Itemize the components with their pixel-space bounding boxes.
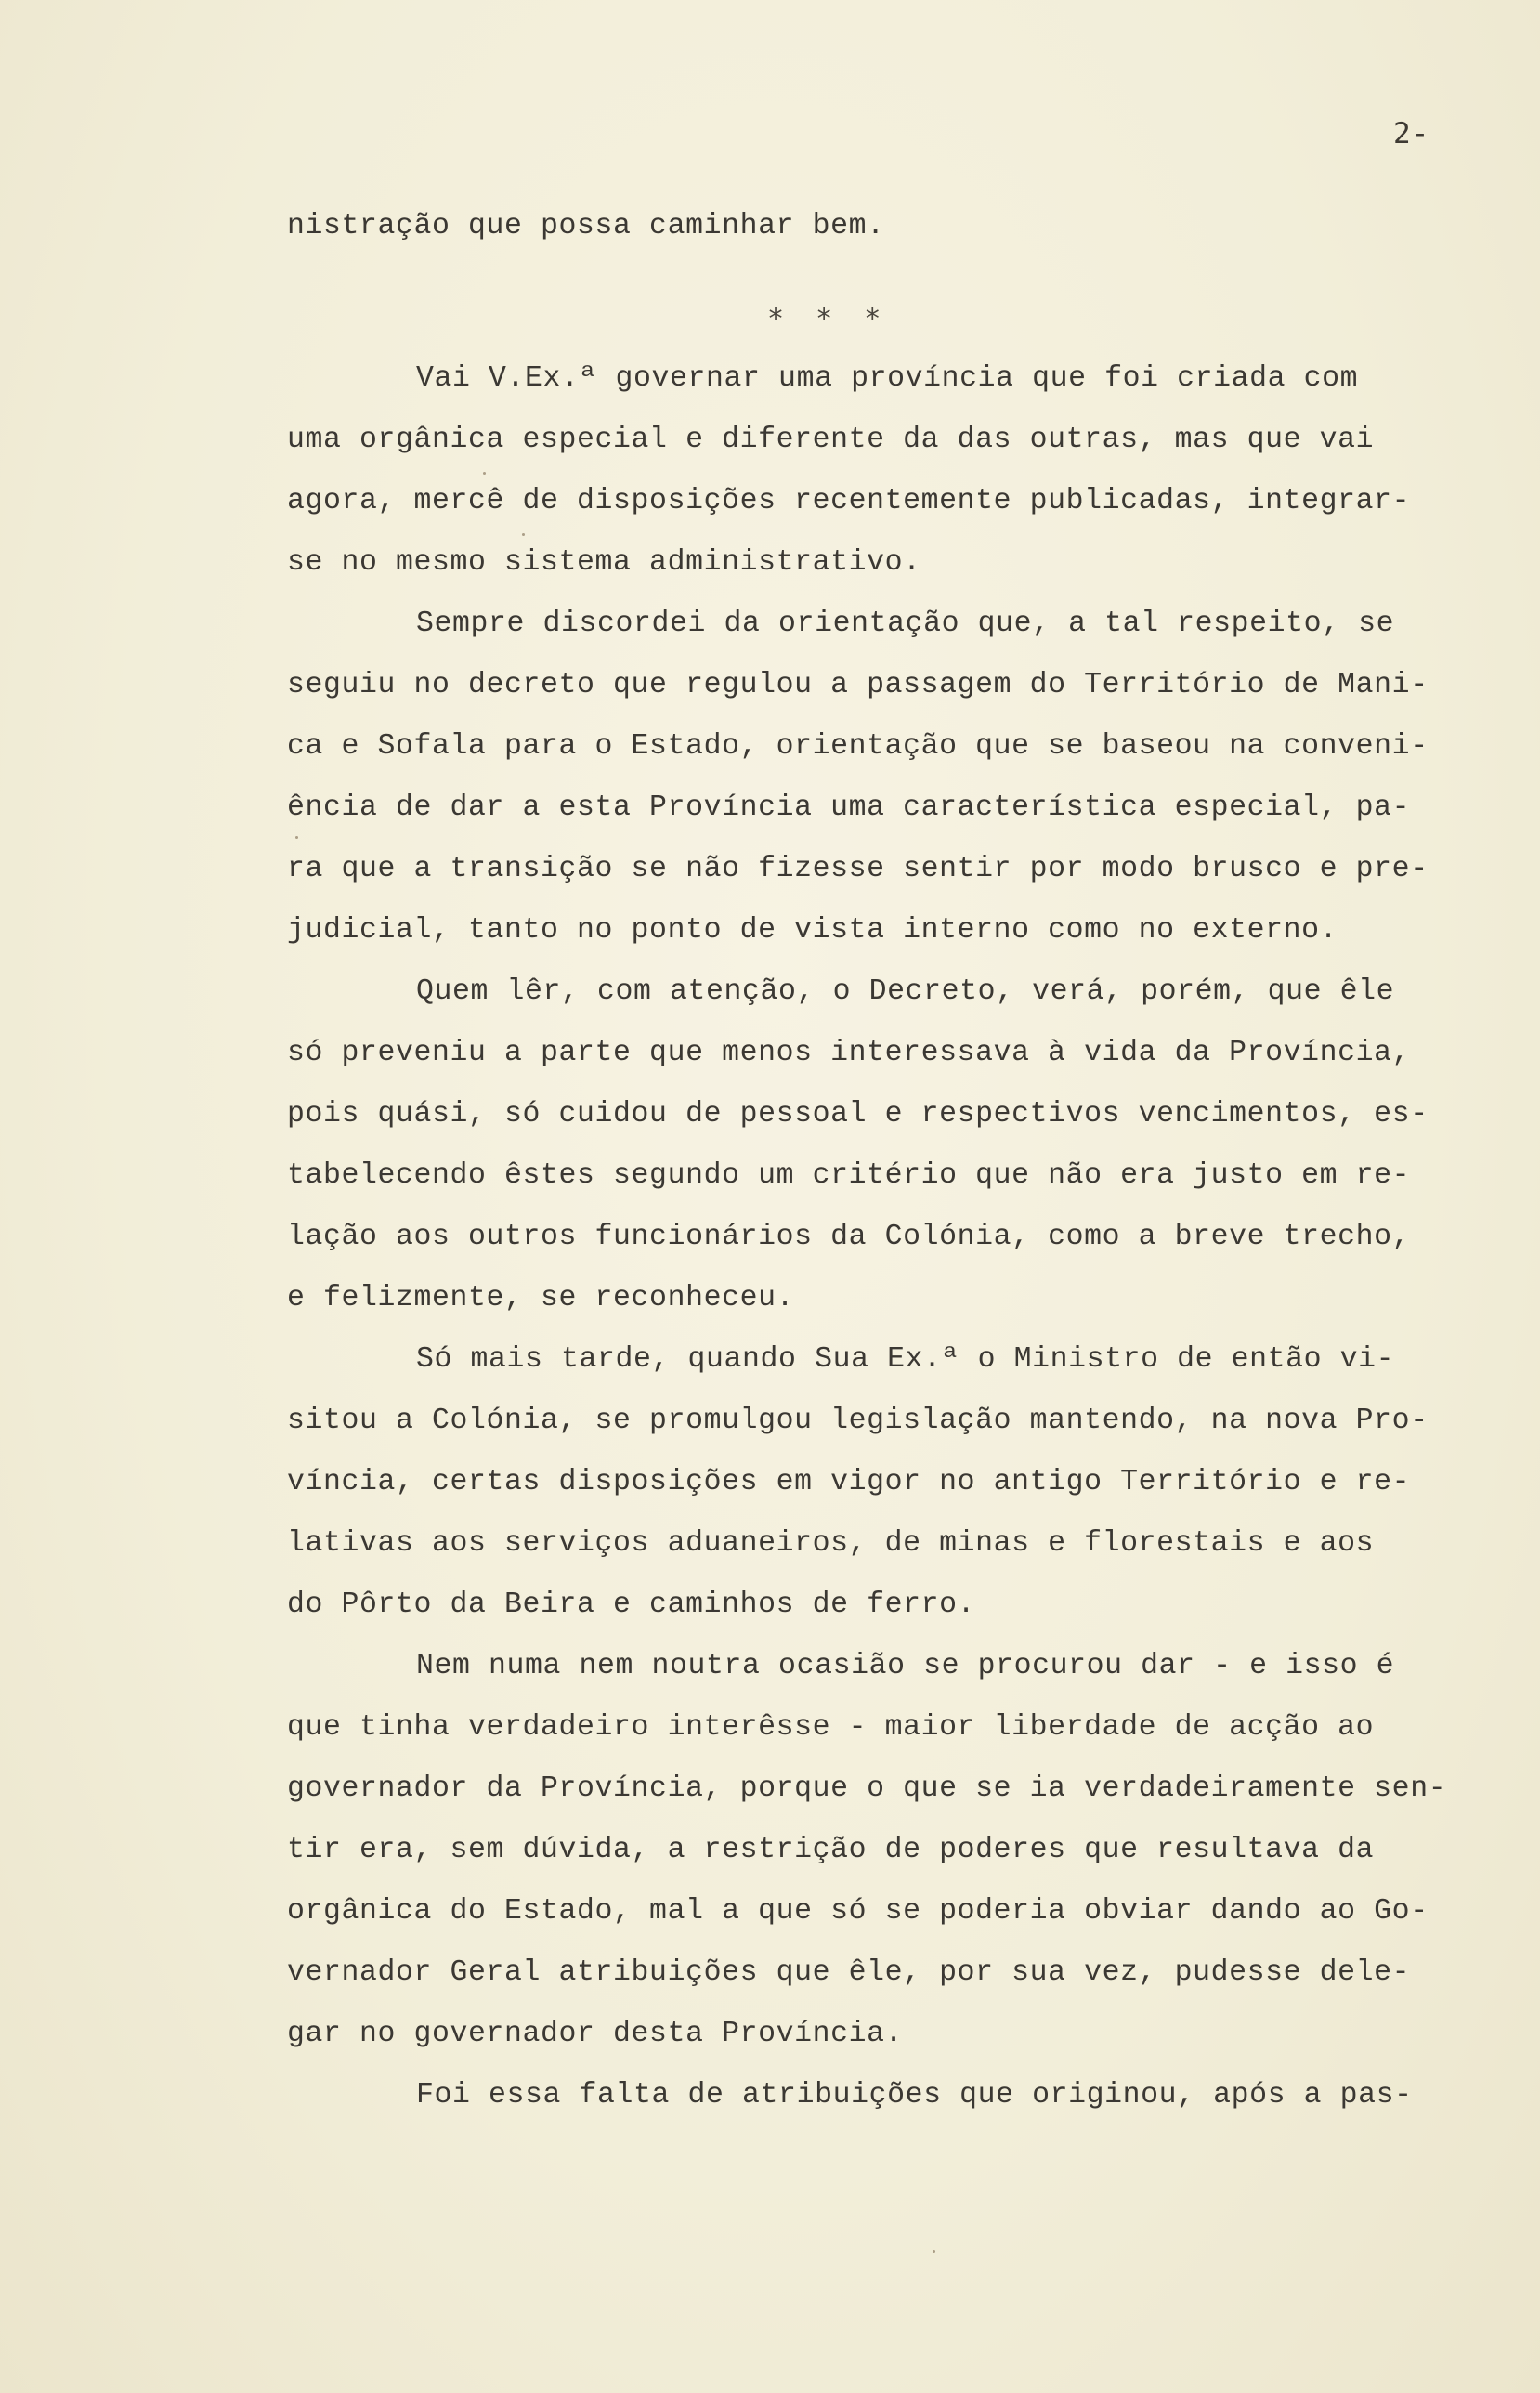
text-line: agora, mercê de disposições recentemente publicadas, integrar- <box>287 485 1411 517</box>
text-line: Nem numa nem noutra ocasião se procurou dar - e isso é <box>416 1650 1395 1682</box>
text-line: que tinha verdadeiro interêsse - maior liberdade de acção ao <box>287 1711 1375 1744</box>
paper-speck <box>933 2250 935 2253</box>
text-line: vernador Geral atribuições que êle, por sua vez, pudesse dele- <box>287 1956 1411 1989</box>
text-line: e felizmente, se reconheceu. <box>287 1282 795 1314</box>
text-line: tir era, sem dúvida, a restrição de poderes que resultava da <box>287 1834 1375 1866</box>
text-line: tabelecendo êstes segundo um critério que não era justo em re- <box>287 1159 1411 1192</box>
text-line: ência de dar a esta Província uma característica especial, pa- <box>287 791 1411 824</box>
text-line: só preveniu a parte que menos interessava à vida da Província, <box>287 1037 1411 1069</box>
paper-speck <box>522 533 525 536</box>
text-line: sitou a Colónia, se promulgou legislação mantendo, na nova Pro- <box>287 1405 1429 1437</box>
text-line: se no mesmo sistema administrativo. <box>287 546 921 579</box>
text-line: ra que a transição se não fizesse sentir por modo brusco e pre- <box>287 853 1429 885</box>
text-line: pois quási, só cuidou de pessoal e respectivos vencimentos, es- <box>287 1098 1429 1131</box>
text-line: Quem lêr, com atenção, o Decreto, verá, porém, que êle <box>416 975 1395 1008</box>
text-line: judicial, tanto no ponto de vista interno como no externo. <box>287 914 1338 947</box>
text-line: lativas aos serviços aduaneiros, de minas e florestais e aos <box>287 1527 1375 1560</box>
text-line: uma orgânica especial e diferente da das outras, mas que vai <box>287 424 1375 456</box>
text-line: Foi essa falta de atribuições que originou, após a pas- <box>416 2079 1413 2112</box>
text-line: gar no governador desta Província. <box>287 2018 904 2050</box>
text-line: do Pôrto da Beira e caminhos de ferro. <box>287 1589 976 1621</box>
text-line: seguiu no decreto que regulou a passagem do Território de Mani- <box>287 669 1429 701</box>
text-line: governador da Província, porque o que se ia verdadeiramente sen- <box>287 1772 1447 1805</box>
text-line: víncia, certas disposições em vigor no antigo Território e re- <box>287 1466 1411 1498</box>
text-line: Só mais tarde, quando Sua Ex.ª o Ministro de então vi- <box>416 1343 1395 1376</box>
text-line: orgânica do Estado, mal a que só se poderia obviar dando ao Go- <box>287 1895 1429 1928</box>
paper-speck <box>295 836 298 839</box>
text-line: Sempre discordei da orientação que, a tal respeito, se <box>416 608 1395 640</box>
text-line: lação aos outros funcionários da Colónia, como a breve trecho, <box>287 1221 1411 1253</box>
page-number: 2- <box>1393 117 1430 150</box>
text-line: Vai V.Ex.ª governar uma província que foi criada com <box>416 362 1359 395</box>
paper-speck <box>483 472 486 475</box>
text-line: nistração que possa caminhar bem. <box>287 210 885 242</box>
section-separator: * * * <box>767 303 889 335</box>
text-line: ca e Sofala para o Estado, orientação que se baseou na conveni- <box>287 730 1429 763</box>
